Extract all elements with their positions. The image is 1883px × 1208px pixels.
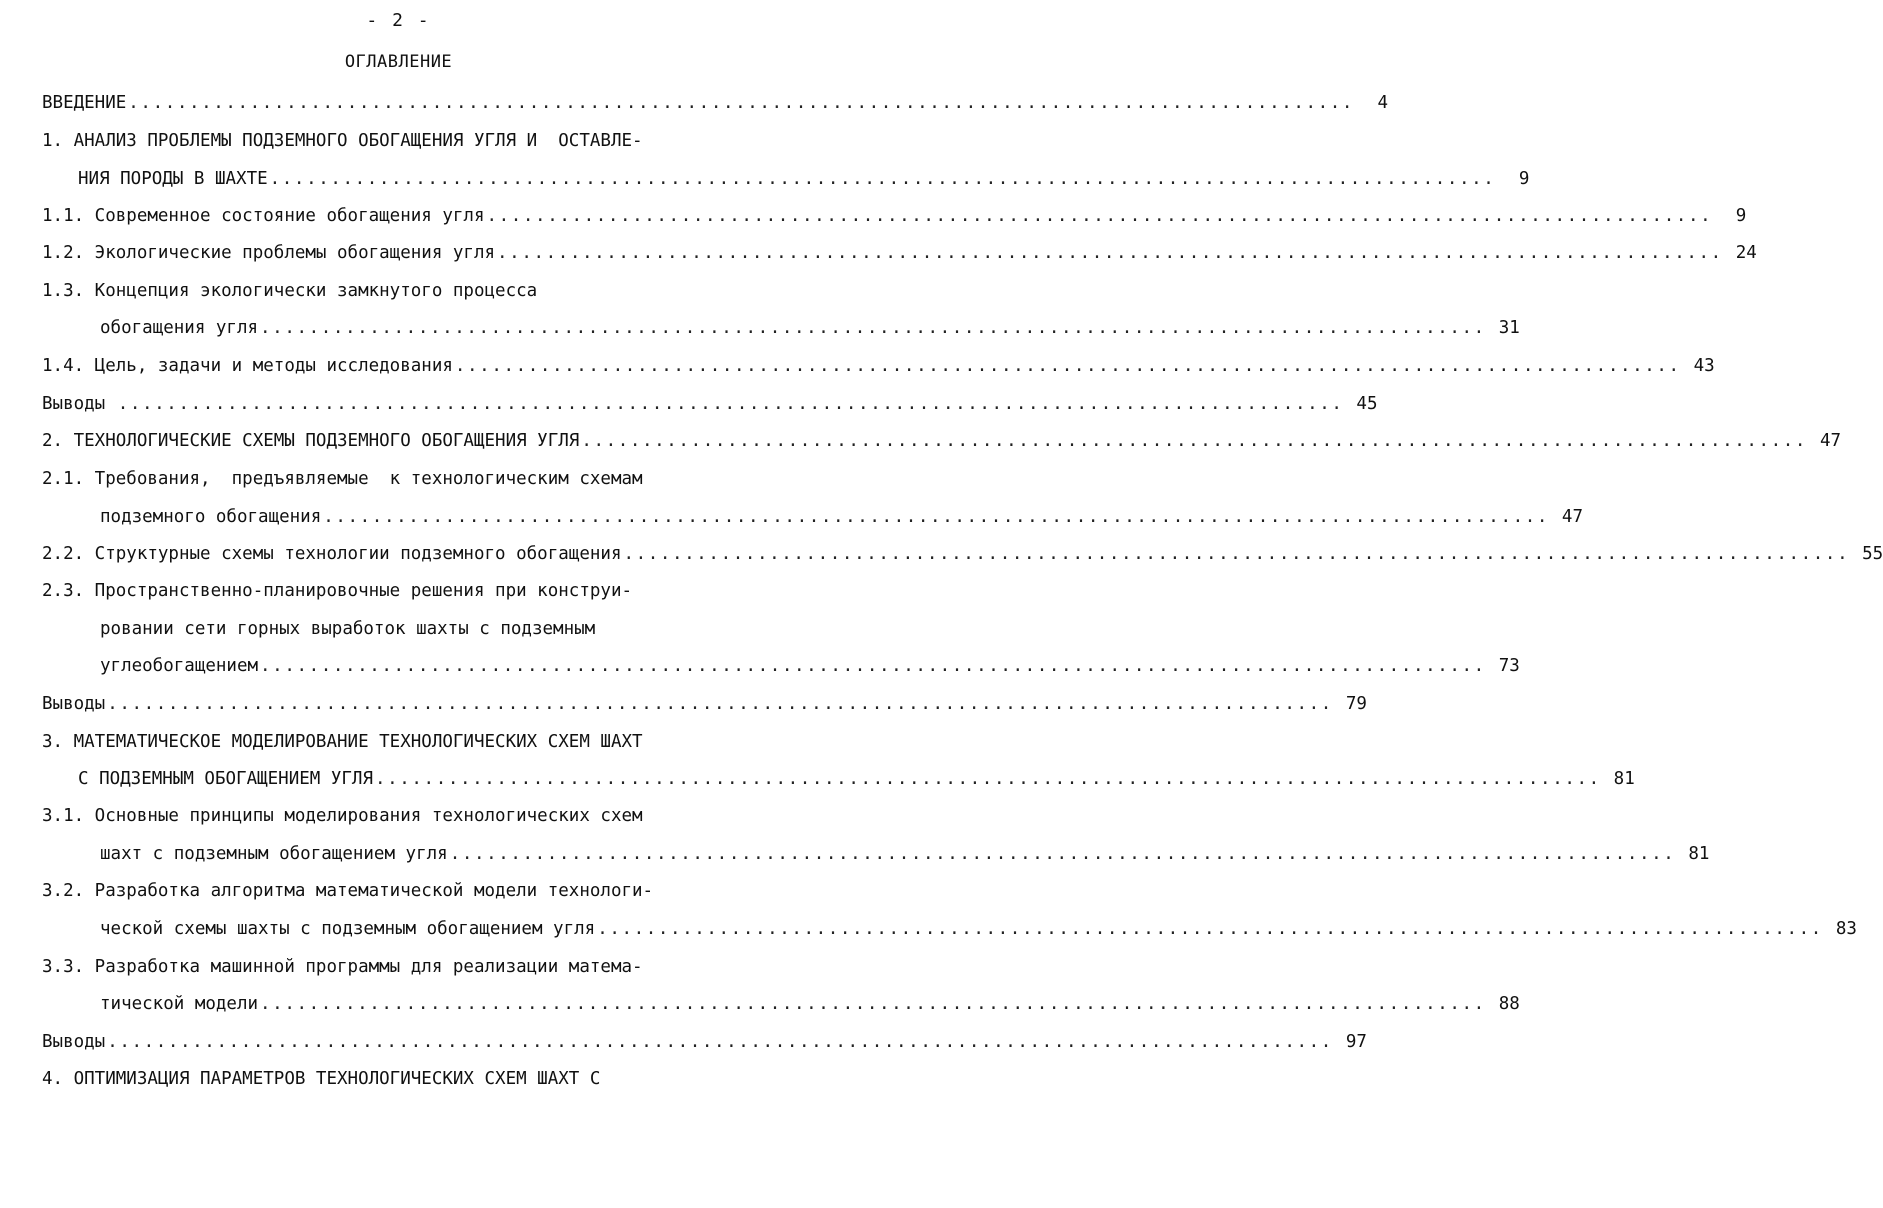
toc-entry-text: углеобогащением (100, 656, 259, 676)
toc-entry-page: 73 (1498, 656, 1520, 676)
toc-entry (100, 841, 1710, 867)
toc-entry-text: 1.1. Современное состояние обогащения угля (42, 206, 485, 226)
toc-entry (42, 391, 1378, 417)
toc-entry-text: 1.3. Концепция экологически замкнутого процесса (42, 281, 538, 301)
leader-dots: ..................................................................................................... (454, 356, 1681, 376)
toc-entry-text: Выводы (42, 694, 106, 714)
toc-entry-page: 79 (1345, 694, 1367, 714)
page-number: - 2 - (366, 10, 431, 31)
leader-dots: ..................................................................................................... (449, 844, 1676, 864)
leader-dots: ..................................................................................................... (260, 656, 1486, 676)
toc-entry-page: 4 (1377, 93, 1389, 113)
toc-entry-text: ровании сети горных выработок шахты с подземным (100, 619, 596, 639)
toc-entry-text: 1.4. Цель, задачи и методы исследования (42, 356, 453, 376)
toc-entry (100, 991, 1520, 1017)
toc-entry (78, 166, 1530, 192)
toc-entry-text: 2.1. Требования, предъявляемые к технологическим схемам (42, 469, 643, 489)
toc-entry (42, 1029, 1367, 1055)
toc-entry (100, 315, 1520, 341)
toc-entry-page: 9 (1518, 169, 1530, 189)
toc-entry (42, 541, 1883, 567)
leader-dots: ..................................................................................................... (260, 994, 1486, 1014)
toc-entry-text: НИЯ ПОРОДЫ В ШАХТЕ (78, 169, 268, 189)
toc-entry-text: 3.3. Разработка машинной программы для реализации матема- (42, 957, 643, 977)
toc-entry-page: 43 (1693, 356, 1715, 376)
toc-entry-page: 81 (1613, 769, 1635, 789)
toc-entry-page: 24 (1735, 243, 1757, 263)
toc-entry (42, 90, 1389, 116)
toc-entry-text: С ПОДЗЕМНЫМ ОБОГАЩЕНИЕМ УГЛЯ (78, 769, 374, 789)
toc-entry-text: обогащения угля (100, 318, 259, 338)
toc-entry (78, 766, 1635, 792)
leader-dots: ..................................................................................................... (581, 431, 1808, 451)
toc-entry-text: ВВЕДЕНИЕ (42, 93, 127, 113)
toc-entry-text: 2.3. Пространственно-планировочные решения при конструи- (42, 581, 633, 601)
toc-entry-text: тической модели (100, 994, 259, 1014)
toc-entry-text: 3. МАТЕМАТИЧЕСКОЕ МОДЕЛИРОВАНИЕ ТЕХНОЛОГИЧЕСКИХ СХЕМ ШАХТ (42, 732, 643, 752)
toc-entry (42, 203, 1747, 229)
toc-entry-text: шахт с подземным обогащением угля (100, 844, 448, 864)
toc-entry (42, 428, 1842, 454)
toc-entry (42, 240, 1757, 266)
toc-entry-text: Выводы (42, 1032, 106, 1052)
toc-entry-page: 31 (1498, 318, 1520, 338)
leader-dots: ..................................................................................................... (597, 919, 1823, 939)
toc-entry (42, 691, 1367, 717)
toc-entry-text: 1. АНАЛИЗ ПРОБЛЕМЫ ПОДЗЕМНОГО ОБОГАЩЕНИЯ УГЛЯ И ОСТАВЛЕ- (42, 131, 643, 151)
toc-entry-page: 97 (1345, 1032, 1367, 1052)
toc-entry (100, 504, 1583, 530)
toc-entry-text: 3.2. Разработка алгоритма математической модели технологи- (42, 881, 654, 901)
toc-entry-text: 3.1. Основные принципы моделирования технологических схем (42, 806, 643, 826)
toc-entry-text: 1.2. Экологические проблемы обогащения угля (42, 243, 496, 263)
toc-entry-text: 2.2. Структурные схемы технологии подземного обогащения (42, 544, 622, 564)
toc-entry-page: 55 (1862, 544, 1883, 564)
toc-entry-text: 2. ТЕХНОЛОГИЧЕСКИЕ СХЕМЫ ПОДЗЕМНОГО ОБОГАЩЕНИЯ УГЛЯ (42, 431, 580, 451)
toc-entry (100, 653, 1520, 679)
leader-dots: ..................................................................................................... (623, 544, 1850, 564)
toc-entry (42, 353, 1715, 379)
leader-dots: ..................................................................................................... (375, 769, 1601, 789)
leader-dots: ..................................................................................................... (117, 394, 1344, 414)
leader-dots: ..................................................................................................... (323, 507, 1549, 527)
leader-dots: ..................................................................................................... (486, 206, 1713, 226)
toc-entry-page: 47 (1561, 507, 1583, 527)
toc-entry-page: 88 (1498, 994, 1520, 1014)
toc-entry-text: ческой схемы шахты с подземным обогащением угля (100, 919, 596, 939)
leader-dots: ..................................................................................................... (107, 1032, 1333, 1052)
toc-entry-page: 9 (1735, 206, 1747, 226)
toc-entry-text: 4. ОПТИМИЗАЦИЯ ПАРАМЕТРОВ ТЕХНОЛОГИЧЕСКИХ СХЕМ ШАХТ С (42, 1069, 601, 1089)
toc-entry-page: 47 (1820, 431, 1842, 451)
page-title: ОГЛАВЛЕНИЕ (344, 52, 453, 72)
toc-entry-text: Выводы (42, 394, 116, 414)
toc-entry-page: 83 (1835, 919, 1857, 939)
leader-dots: ..................................................................................................... (260, 318, 1486, 338)
leader-dots: ..................................................................................................... (128, 93, 1355, 113)
leader-dots: ..................................................................................................... (497, 243, 1723, 263)
toc-entry (100, 916, 1857, 942)
toc-entry-text: подземного обогащения (100, 507, 322, 527)
leader-dots: ..................................................................................................... (269, 169, 1496, 189)
toc-entry-page: 81 (1688, 844, 1710, 864)
toc-entry-page: 45 (1356, 394, 1378, 414)
leader-dots: ..................................................................................................... (107, 694, 1333, 714)
